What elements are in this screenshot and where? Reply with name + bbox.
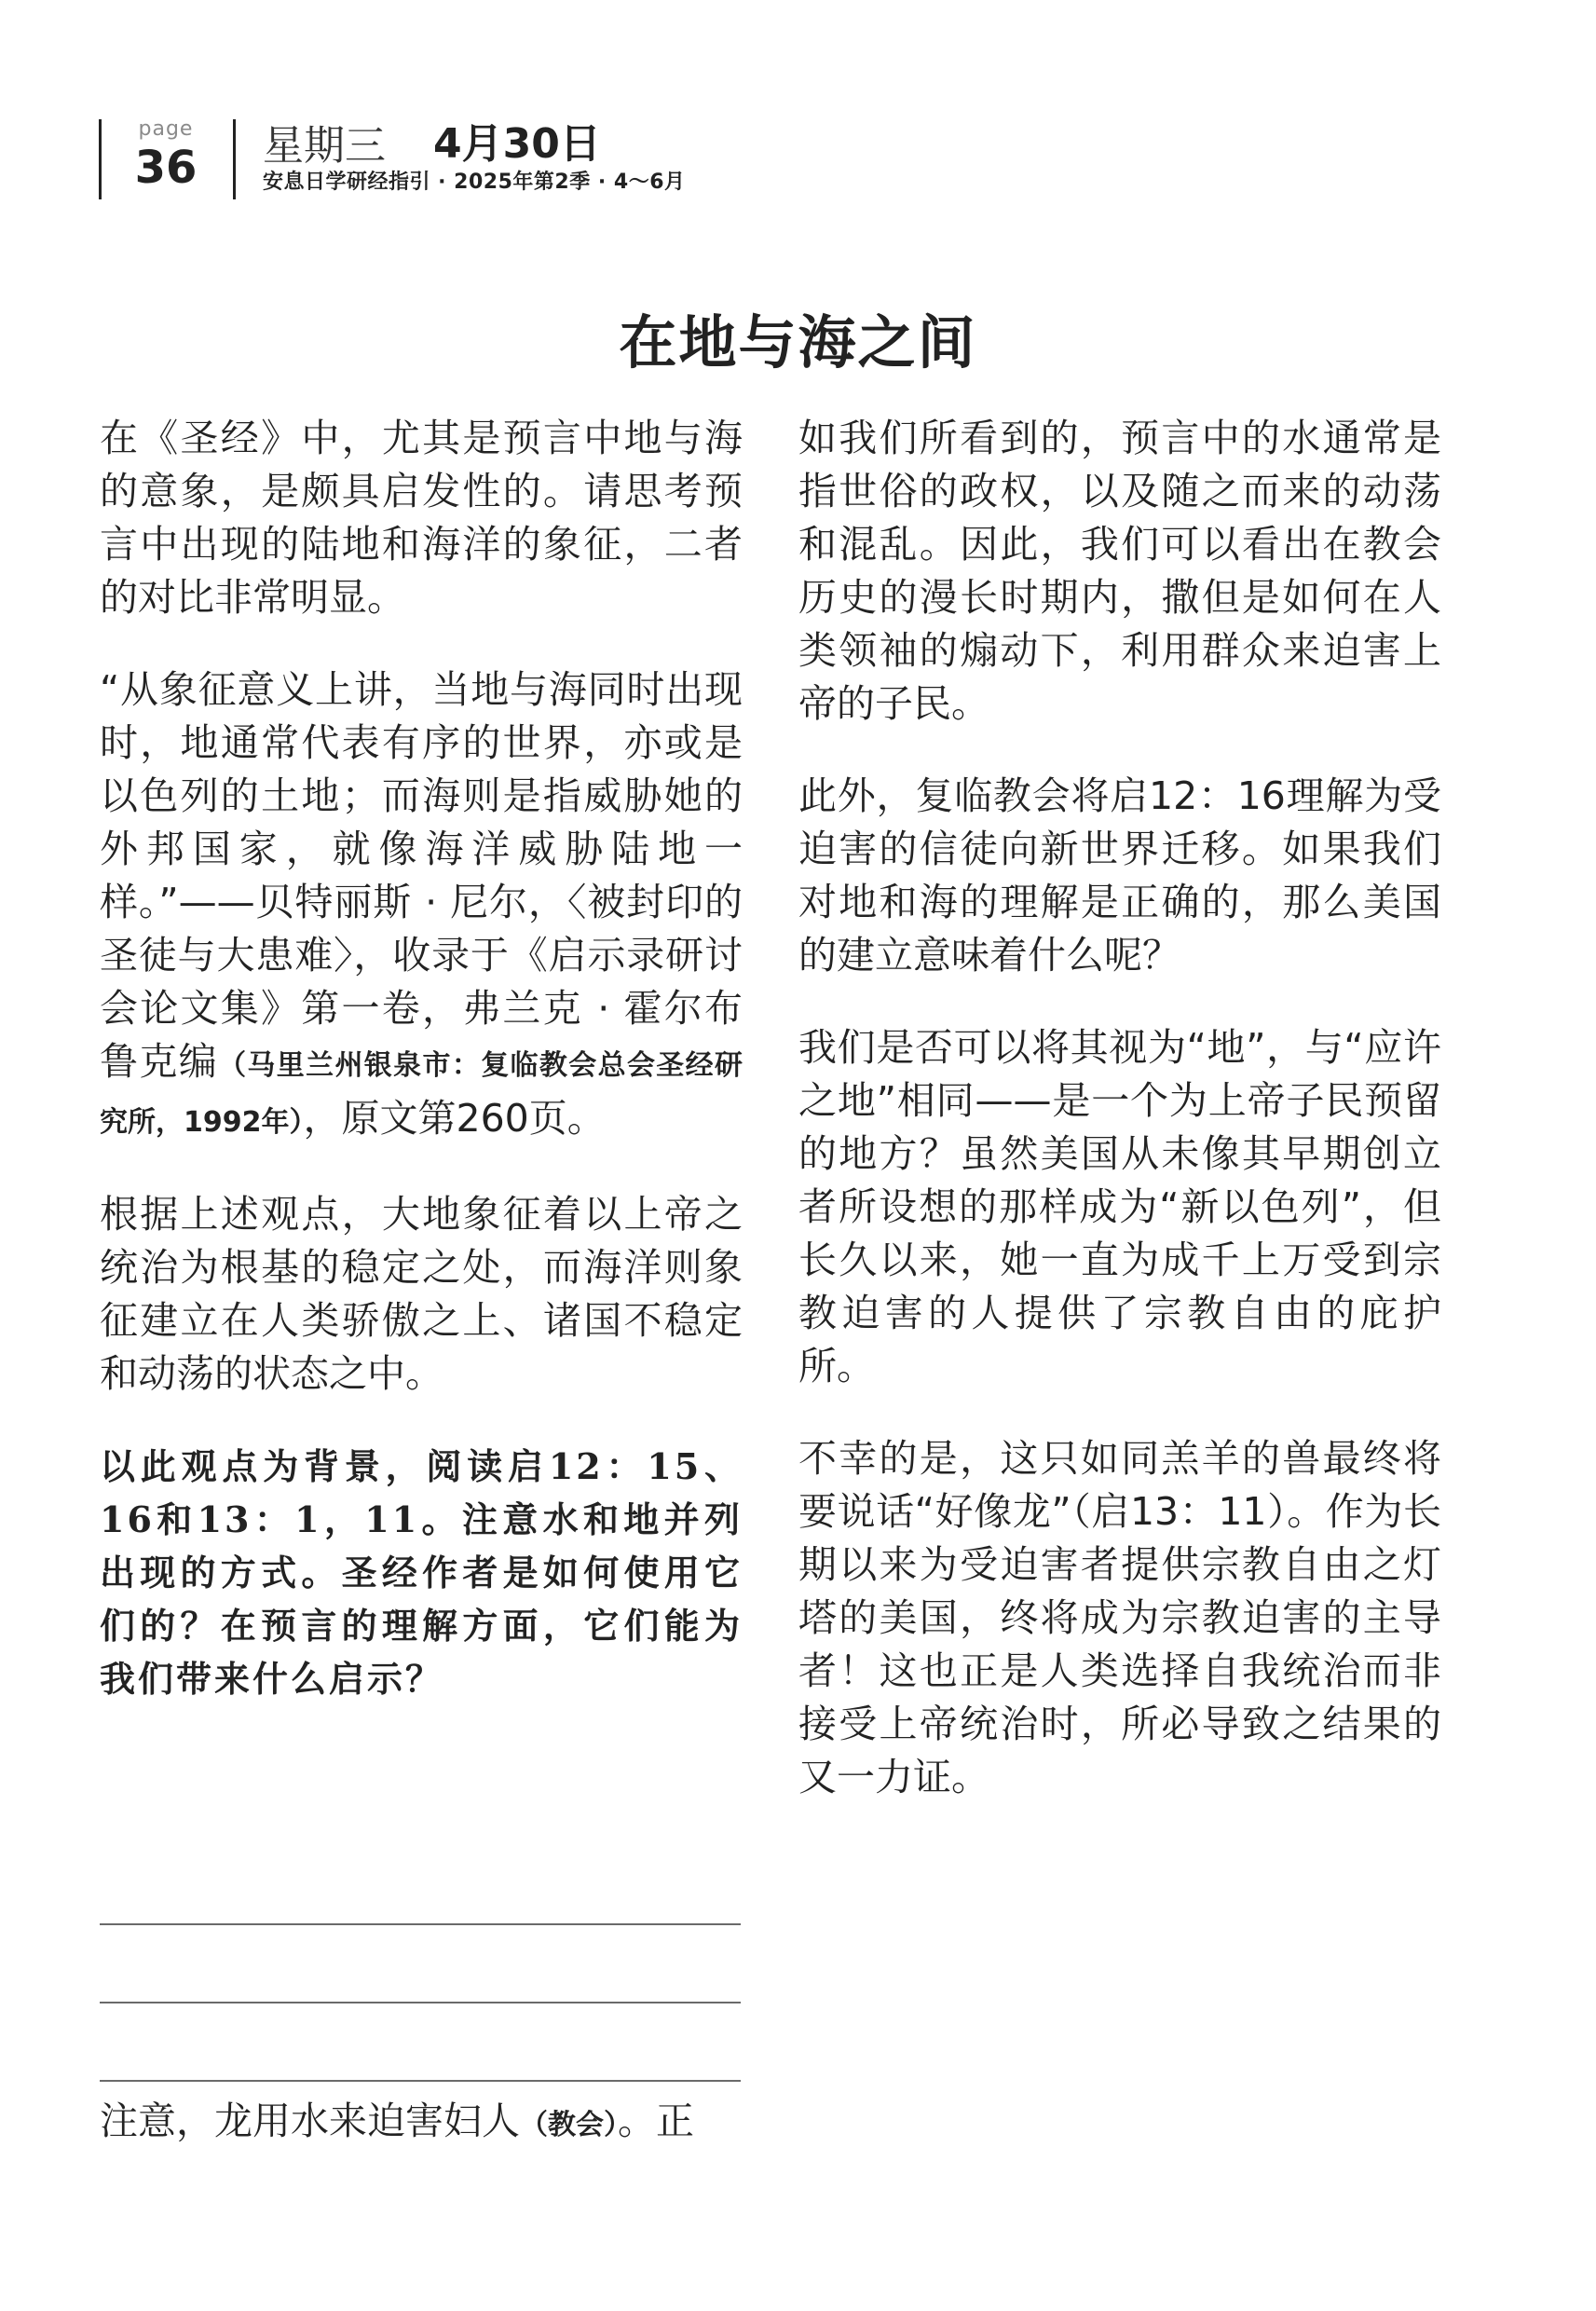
note-aside: （教会）	[520, 2109, 618, 2141]
answer-line-3[interactable]	[100, 2080, 741, 2082]
page-label: page	[138, 117, 194, 141]
note-text: 注意，龙用水来迫害妇人	[100, 2099, 520, 2143]
quote-text: “从象征意义上讲，当地与海同时出现时，地通常代表有序的世界，亦或是以色列的土地；而海则是指威胁她的外邦国家，就像海洋威胁陆地一样。”——贝特丽斯 · 尼尔，〈被封印的圣徒与大患难〉，收录于《启示录研讨会论文集》第一卷，弗兰克 · 霍尔布鲁克编	[100, 667, 743, 1084]
page-number: 36	[134, 142, 198, 194]
header-divider-left	[99, 119, 102, 199]
header-divider-middle	[233, 119, 236, 199]
answer-line-1[interactable]	[100, 1923, 741, 1925]
right-paragraph-3: 我们是否可以将其视为“地”，与“应许之地”相同——是一个为上帝子民预留的地方？虽然美国从未像其早期创立者所设想的那样成为“新以色列”，但长久以来，她一直为成千上万受到宗教迫害的人提供了宗教自由的庇护所。	[798, 1025, 1441, 1388]
header-day: 星期三	[263, 122, 386, 170]
header-subtitle: 安息日学研经指引 · 2025年第2季 · 4～6月	[263, 171, 686, 194]
left-paragraph-2	[100, 663, 743, 1149]
left-paragraph-3: 根据上述观点，大地象征着以上帝之统治为根基的稳定之处，而海洋则象征建立在人类骄傲之上、诸国不稳定和动荡的状态之中。	[100, 1192, 743, 1396]
note-end: 。正	[618, 2099, 694, 2143]
page-header	[0, 0, 1596, 214]
citation-publisher: （马里兰州银泉市：复临教会总会圣经研究所，1992年）	[100, 1049, 743, 1139]
citation-page: ，原文第260页。	[303, 1096, 606, 1141]
answer-line-2[interactable]	[100, 2002, 741, 2003]
left-column	[100, 412, 743, 1744]
right-paragraph-1: 如我们所看到的，预言中的水通常是指世俗的政权，以及随之而来的动荡和混乱。因此，我们可以看出在教会历史的漫长时期内，撒但是如何在人类领袖的煽动下，利用群众来迫害上帝的子民。	[798, 416, 1441, 726]
header-date: 4月30日	[433, 120, 601, 168]
right-paragraph-2: 此外，复临教会将启12：16理解为受迫害的信徒向新世界迁移。如果我们对地和海的理解是正确的，那么美国的建立意味着什么呢？	[798, 773, 1441, 978]
study-question: 以此观点为背景，阅读启12：15、16和13：1，11。注意水和地并列出现的方式。圣经作者是如何使用它们的？在预言的理解方面，它们能为我们带来什么启示？	[100, 1445, 743, 1700]
lesson-title: 在地与海之间	[619, 308, 977, 376]
left-paragraph-1: 在《圣经》中，尤其是预言中地与海的意象，是颇具启发性的。请思考预言中出现的陆地和海洋的象征，二者的对比非常明显。	[100, 416, 743, 620]
left-note	[100, 2095, 743, 2152]
right-paragraph-4: 不幸的是，这只如同羔羊的兽最终将要说话“好像龙”（启13：11）。作为长期以来为受迫害者提供宗教自由之灯塔的美国，终将成为宗教迫害的主导者！这也正是人类选择自我统治而非接受上帝统治时，所必导致之结果的又一力证。	[798, 1436, 1441, 1799]
right-column	[798, 412, 1441, 1843]
